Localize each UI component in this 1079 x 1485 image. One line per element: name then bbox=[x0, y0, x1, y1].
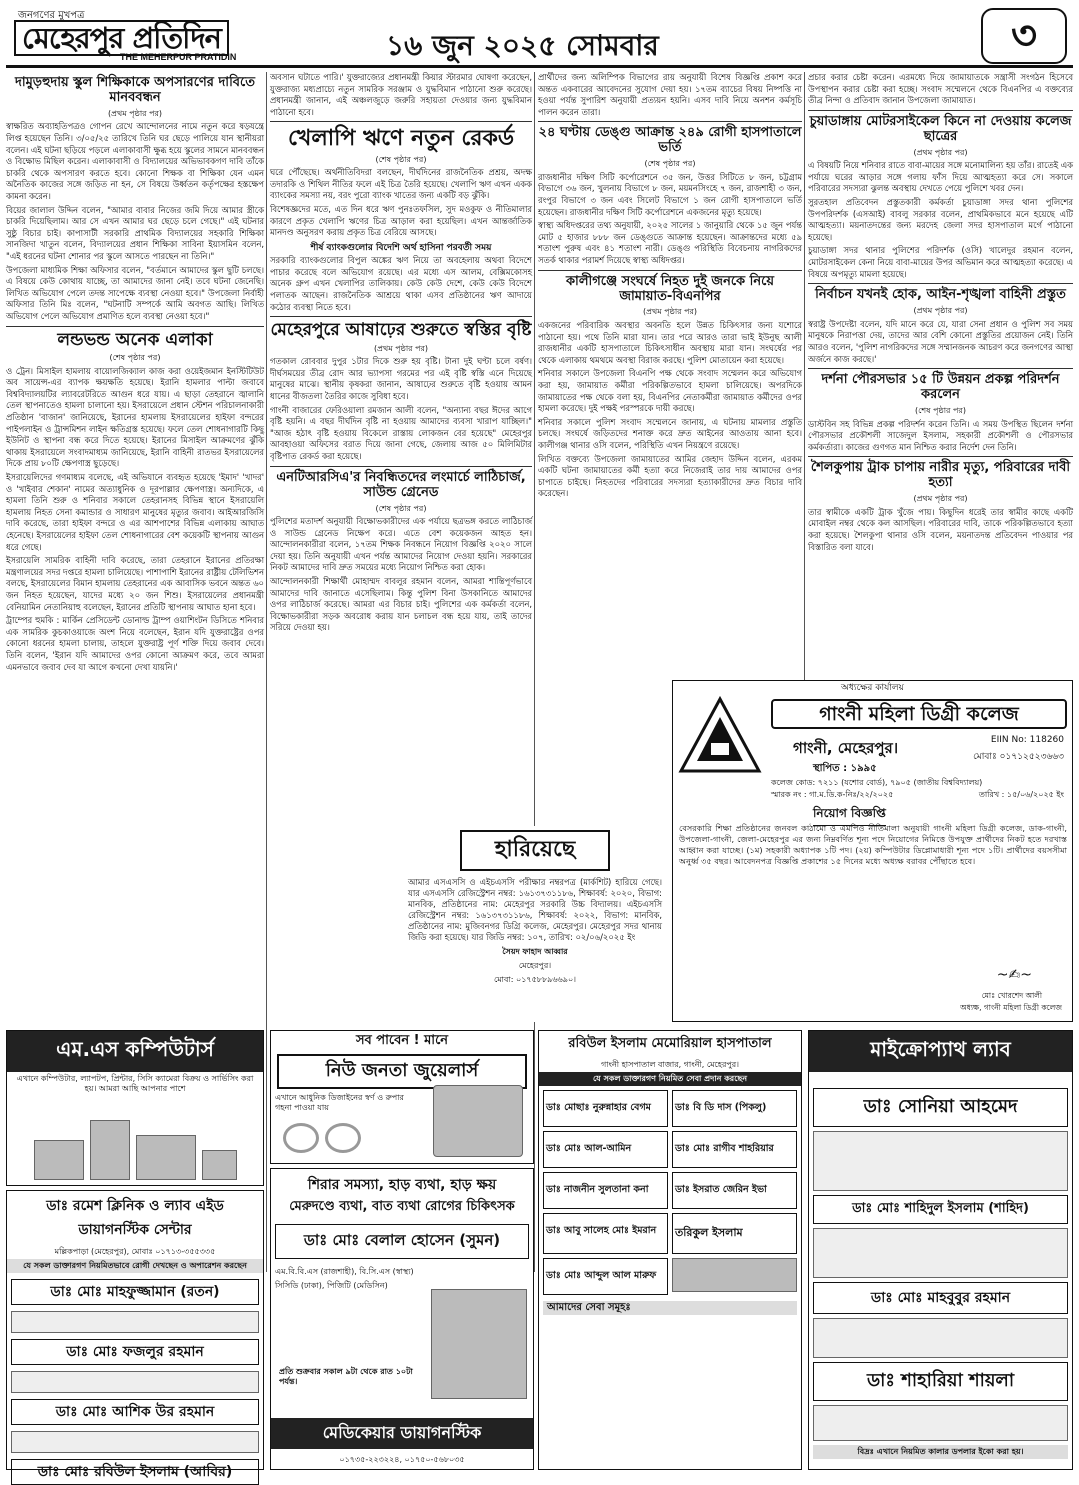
continuation-note: (শেষ পৃষ্ঠার পর) bbox=[375, 154, 427, 164]
continuation-note: (প্রথম পৃষ্ঠার পর) bbox=[913, 147, 968, 157]
masthead-name-en: THE MEHERPUR PRATIDIN bbox=[120, 52, 237, 62]
masthead-slogan: জনগণের মুখপত্র bbox=[18, 10, 85, 21]
computer-products-icon bbox=[25, 1100, 245, 1180]
college-recruitment-ad bbox=[672, 680, 1073, 1022]
lost-notice-place: মেহেরপুর। bbox=[518, 961, 552, 970]
article-paragraph: রাজধানীর দক্ষিণ সিটি কর্পোরেশনে ৩৫ জন, উত্তর সিটিতে ৮ জন, চট্টগ্রাম বিভাগে ৩৬ জন, খুলনায় বিভাগে ৮ জন, ময়মনসিংহে ৭ জন, রাজশাহী ৩ জন, রংপুর বিভাগে ৩ জন এবং সিলেট বিভাগে ১ জন রোগী হাসপাতালে ভর্তি হয়েছেন। রাজধানীর দক্ষিণ সিটি কর্পোরেশনে একজনের মৃত্যু হয়েছে। bbox=[538, 171, 802, 217]
ramesh-clinic-ad bbox=[6, 1190, 264, 1480]
bone-ad-subtitle: মেরুদণ্ডে ব্যথা, বাত ব্যথা রোগের চিকিৎসক bbox=[289, 1199, 515, 1214]
notice-text: বেসরকারি শিক্ষা প্রতিষ্ঠানের জনবল কাঠামো ও এমপিও নীতিমালা অনুযায়ী গাংনী মহিলা ডিগ্রী কলেজ, ডাক-গাংনী, উপজেলা-গাংনী, জেলা-মেহেরপুর এর জন্য নিম্নবর্ণিত শূন্য পদে নিয়োগের নিমিত্তে উপযুক্ত প্রার্থীদের নিকট হতে দরখাস্ত আহ্বান করা যাচ্ছে। (১ম) সহকারী অধ্যাপক ১টি পদ। (২য়) কম্পিউটার ডিপ্লোমাধারী শূন্য পদে ১টি। প্রার্থীদের বয়সসীমা অনুর্ধ্ব ৩৫ বছর। আবেদনপত্র বিজ্ঞপ্তি প্রকাশের ১৫ দিনের মধ্যে অধ্যক্ষ বরাবর পৌঁছাতে হবে। bbox=[679, 823, 1067, 866]
section-rule bbox=[538, 121, 802, 122]
doctor-name: ডাঃ নাজনীন সুলতানা কনা bbox=[543, 1172, 668, 1209]
bone-doctor-degree: এম.বি.বি.এস (রাজশাহী), বি.সি.এস (স্বাস্থ্য) bbox=[275, 1267, 414, 1276]
signatory-title: অধ্যক্ষ, গাংনী মহিলা ডিগ্রী কলেজ bbox=[960, 1003, 1062, 1012]
headline: খেলাপি ঋণে নতুন রেকর্ড bbox=[287, 126, 515, 152]
rabiul-hospital-line: যে সকল ডাক্তারগণ নিয়মিত সেবা প্রদান করছেন bbox=[539, 1072, 801, 1086]
lost-notice-name: সৈয়দ ফাহাদ আব্বার bbox=[502, 947, 568, 956]
article-paragraph: পুলিশের মতাদর্শ অনুযায়ী বিক্ষোভকারীদের এক পর্যায়ে ছত্রভঙ্গ করতে লাঠিচার্জ ও সাউন্ড গ্রেনেড নিক্ষেপ করে। এতে বেশ কয়েকজন আহত হন। আন্দোলনকারীরা বলেন, ১৭তম শিক্ষক নিবন্ধনে নিয়োগ বিজ্ঞপ্তি ২০২০ সালে দেয়া হয়। তিনি অনুযায়ী এখন পর্যন্ত আমাদের নিয়োগ দেওয়া হয়নি। সরকারের নিকট আমাদের দাবি দ্রুত সময়ের মধ্যে নিয়োগ নিশ্চিত করা হোক। bbox=[270, 516, 532, 573]
lost-notice-phone: মোবা: ০১৭৫৮৮৯৬৬৯০। bbox=[493, 975, 577, 984]
article-paragraph: তার স্বামীকে একটি ট্রাক খুঁজে পায়। কিছুদিন ধরেই তার স্বামীর কাছে একটি মোবাইল নম্বর থেকে কল আসছিল। পরিবারের দাবি, তাকে পরিকল্পিতভাবে হত্যা করা হয়েছে। শৈলকুপা থানার ওসি বলেন, ময়নাতদন্ত প্রতিবেদন পাওয়ার পর বিস্তারিত বলা যাবে। bbox=[808, 506, 1073, 552]
headline: চুয়াডাঙ্গায় মোটরসাইকেল কিনে না দেওয়ায় কলেজ ছাত্রের bbox=[809, 113, 1072, 144]
article-paragraph: শনিবার সকালে উপজেলা বিএনপি পক্ষ থেকে সংবাদ সম্মেলন করে অভিযোগ করা হয়, জামায়াত কর্মীরা পরিকল্পিতভাবে হামলা চালিয়েছে। অপরদিকে জামায়াতের পক্ষ থেকে বলা হয়, বিএনপির নেতাকর্মীরা জামায়াত কর্মীদের ওপর হামলা করেছে। দুই পক্ষই পরস্পরকে দায়ী করছে। bbox=[538, 368, 802, 414]
continuation-note: (শেষ পৃষ্ঠার পর) bbox=[109, 353, 161, 363]
rabiul-hospital-address: গাংনী হাসপাতাল বাজার, গাংনী, মেহেরপুর। bbox=[600, 1060, 740, 1069]
services-heading: আমাদের সেবা সমূহঃ bbox=[543, 1301, 797, 1315]
doctor-name: ডাঃ মোঃ মাহফুজ্জামান (রতন) bbox=[11, 1279, 259, 1305]
college-name: গাংনী মহিলা ডিগ্রী কলেজ bbox=[771, 699, 1067, 729]
college-established: স্থাপিত : ১৯৯৫ bbox=[813, 763, 877, 774]
article-paragraph: ইসরায়েলি সামরিক বাহিনী দাবি করেছে, তারা তেহরানে ইরানের প্রতিরক্ষা মন্ত্রণালয়ের সদর দপ্তরে হামলা চালিয়েছে। পাশাপাশি ইরানের রাষ্ট্রীয় টেলিভিশন বলছে, ইসরায়েলের বিমান হামলায় তেহরানের এক আবাসিক ভবনে অন্তত ৬০ জন নিহত হয়েছেন, যাদের মধ্যে ২০ জন শিশু। ইসরায়েলের প্রধানমন্ত্রী বেনিয়ামিন নেতানিয়াহু বলেছেন, ইরানের প্রতিটি স্থাপনায় আঘাত হানা হবে। bbox=[6, 555, 264, 612]
continuation-note: (শেষ পৃষ্ঠার পর) bbox=[375, 503, 427, 513]
article-paragraph: শনিবার সকালে পুলিশ সংবাদ সম্মেলনে জানায়, এ ঘটনায় মামলার প্রস্তুতি চলছে। সংঘর্ষে জড়িতদের শনাক্ত করে দ্রুত আইনের আওতায় আনা হবে। কালীগঞ্জ থানার ওসি বলেন, পরিস্থিতি এখন নিয়ন্ত্রণে রয়েছে। bbox=[538, 416, 802, 450]
doctor-name: ডাঃ মোছাঃ নুরুন্নাহার বেগম bbox=[543, 1090, 668, 1127]
ms-computers-title: এম.এস কম্পিউটার্স bbox=[7, 1031, 263, 1072]
column-divider bbox=[266, 72, 267, 1272]
subheading: শীর্ষ ব্যাংকগুলোর বিদেশি অর্থ হাসিনা পরবর্তী সময় bbox=[310, 242, 492, 253]
section-rule bbox=[808, 283, 1073, 284]
section-rule bbox=[808, 110, 1073, 111]
bone-ad-time: প্রতি শুক্রবার সকাল ৯টা থেকে রাত ১০টা পর্যন্ত। bbox=[279, 1367, 413, 1386]
continuation-note: (প্রথম পৃষ্ঠার পর) bbox=[913, 494, 968, 504]
article-paragraph: প্রার্থীদের জন্য অলিম্পিক বিভাগের রায় অনুযায়ী বিশেষ বিজ্ঞপ্তি প্রকাশ করে অন্তত একবারের আবেদনের সুযোগ দেয়া হয়। ১৭তম ব্যাচের বিষয় নিষ্পত্তি না হওয়া পর্যন্ত সুপারিশ অনুযায়ী প্রত্যয়ন হয়নি। এসব দাবি নিয়ে অনশন কর্মসূচি পালন করেন তারা। bbox=[538, 72, 802, 117]
medicare-phone: ০১৭৩৫-২২৩২২৪, ০১৭৫০-৫৬৮০৩৫ bbox=[339, 1455, 465, 1464]
headline: শৈলকুপায় ট্রাক চাপায় নারীর মৃত্যু, পরিবারের দাবী হত্যা bbox=[810, 460, 1071, 491]
article-paragraph: স্বাস্থ্য অধিদপ্তরের তথ্য অনুযায়ী, ২০২৫ সালের ১ জানুয়ারি থেকে ১৫ জুন পর্যন্ত মোট ৫ হাজার ৮৮৮ জন ডেঙ্গুতে আক্রান্ত হয়েছেন। আক্রান্তদের মধ্যে ৫৯ শতাংশ পুরুষ এবং ৪১ শতাংশ নারী। ডেঙ্গু পরিস্থিতি বিবেচনায় নাগরিকদের সতর্ক থাকার পরামর্শ দিয়েছে স্বাস্থ্য অধিদপ্তর। bbox=[538, 220, 802, 265]
college-logo-icon bbox=[677, 695, 763, 775]
article-paragraph: সুরতহাল প্রতিবেদন প্রস্তুতকারী কর্মকর্তা চুয়াডাঙ্গা সদর থানা পুলিশের উপপরিদর্শক (এসআই) বাবলু সরকার বলেন, প্রাথমিকভাবে মনে হয়েছে এটি আত্মহত্যা। ময়নাতদন্তের জন্য মরদেহ জেলা সদর হাসপাতাল মর্গে পাঠানো হয়েছে। bbox=[808, 197, 1073, 242]
section-rule bbox=[808, 368, 1073, 369]
headline: নির্বাচন যখনই হোক, আইন-শৃঙ্খলা বাহিনী প্রস্তুত bbox=[815, 287, 1066, 303]
doctor-name: ডাঃ ইসরাত জেরিন ইভা bbox=[672, 1172, 797, 1209]
doctor-name: ডাঃ বি ডি দাস (পিকলু) bbox=[672, 1090, 797, 1127]
article-paragraph: এ বিষয়টি নিয়ে শনিবার রাতে বাবা-মায়ের সঙ্গে মনোমালিন্য হয় তাঁর। রাতেই এক পর্যায়ে ঘরের আড়ার সঙ্গে গলায় ফাঁস দিয়ে আত্মহত্যা করে সে। সকালে পরিবারের সদস্যরা ঝুলন্ত অবস্থায় দেখতে পেয়ে পুলিশে খবর দেন। bbox=[808, 160, 1073, 194]
section-rule bbox=[538, 270, 802, 271]
doctor-name: ডাঃ আবু সালেহ মোঃ ইমরান bbox=[543, 1213, 668, 1254]
doctor-name: ডাঃ শাহারিয়া শায়লা bbox=[813, 1362, 1068, 1401]
article-paragraph: সরকারি ব্যাংকগুলোর বিপুল অঙ্কের ঋণ নিয়ে তা অবহেলায় অথবা বিদেশে পাচার করেছে বলে অভিযোগ রয়েছে। এর মধ্যে এস আলম, বেক্সিমকোসহ অনেক গ্রুপ এখন খেলাপির তালিকায়। কেউ কেউ দেশে, কেউ কেউ বিদেশে পলাতক আছেন। রাজনৈতিক আশ্রয়ে থাকা এসব প্রতিষ্ঠানের ঋণ আদায়ে কঠোর ব্যবস্থা নিতে হবে। bbox=[270, 255, 532, 312]
medicare-diagnostic-name: মেডিকেয়ার ডায়াগনস্টিক bbox=[271, 1418, 533, 1449]
college-date: তারিখ : ১৫/০৬/২০২৫ ইং bbox=[978, 790, 1064, 799]
doctor-name: ডাঃ মোঃ ফজলুর রহমান bbox=[11, 1339, 259, 1365]
signature-icon: ~✍~ bbox=[996, 967, 1032, 983]
lost-notice bbox=[404, 826, 666, 1022]
section-rule bbox=[270, 466, 532, 467]
doctor-name: তরিকুল ইসলাম bbox=[672, 1213, 797, 1254]
headline: দর্শনা পৌরসভার ১৫ টি উন্নয়ন প্রকল্প পরিদর্শন করলেন bbox=[821, 372, 1060, 403]
article-paragraph: স্বরাষ্ট্র উপদেষ্টা বলেন, যদি মানে করে যে, যারা সেনা প্রধান ও পুলিশ সব সময় মানুষকে নিরাপত্তা দেয়, তাদের আর বেশি কোনো প্রস্তুতির প্রয়োজন নেই। তিনি আরও বলেন, 'পুলিশ নাগরিকদের সঙ্গে সম্মানজনক আচরণ করে জনগণের আস্থা অর্জনে কাজ করছে।' bbox=[808, 318, 1073, 364]
article-paragraph: ঘরে পৌঁছেছে। অর্থনীতিবিদরা বলছেন, দীর্ঘদিনের রাজনৈতিক প্রশ্রয়, অদক্ষ তদারকি ও শিথিল নীতির ফলে এই চিত্র তৈরি হয়েছে। খেলাপি ঋণ এখন একক ব্যাংকের সমস্যা নয়, বরং পুরো ব্যাংক খাতের জন্য একটি বড় ঝুঁকি। bbox=[270, 167, 532, 201]
headline: লন্ডভন্ড অনেক এলাকা bbox=[57, 329, 213, 350]
college-eiin: EIIN No: 118260 bbox=[990, 735, 1064, 745]
article-paragraph: একজনের পরিবারিক অবস্থার অবনতি হলে উন্নত চিকিৎসার জন্য যশোরে পাঠানো হয়। পথে তিনি মারা যান। তার পরে আরও তারা ভাই ইউনুছ আলী রাজধানীর একটি হাসপাতালে চিকিৎসাধীন অবস্থায় মারা যান। সংঘর্ষের পর থেকে এলাকায় থমথমে অবস্থা বিরাজ করছে। পুলিশ মোতায়েন করা হয়েছে। bbox=[538, 320, 802, 365]
headline: ২৪ ঘণ্টায় ডেঙ্গু আক্রান্ত ২৪৯ রোগী হাসপাতালে ভর্তি bbox=[538, 125, 802, 156]
doctor-photo-icon bbox=[431, 1289, 527, 1399]
bone-doctor-degree-2: সিসিডি (ঢাকা), পিজিটি (মেডিসিন) bbox=[275, 1281, 388, 1290]
jewellery-icon bbox=[283, 1123, 413, 1157]
college-place: গাংনী, মেহেরপুর। bbox=[793, 739, 899, 757]
college-memo: স্মারক নং : গা.ম.ডি.ক-নিঃ/২২/২০২৫ bbox=[771, 790, 894, 799]
headline: কালীগঞ্জে সংঘর্ষে নিহত দুই জনকে নিয়ে জামায়াত-বিএনপির bbox=[565, 273, 775, 304]
ms-computers-ad bbox=[6, 1030, 264, 1186]
ms-computers-text: এখানে কম্পিউটার, ল্যাপটপ, প্রিন্টার, সিসি ক্যামেরা বিক্রয় ও সার্ভিসিং করা হয়। আমরা আছি আপনার পাশে bbox=[16, 1074, 254, 1093]
column-1 bbox=[6, 72, 264, 1032]
continuation-note: (প্রথম পৃষ্ঠার পর) bbox=[373, 343, 429, 353]
doctor-name: ডাঃ মোঃ আল-আমিন bbox=[543, 1131, 668, 1168]
bone-doctor-ad bbox=[270, 1168, 534, 1470]
jewellers-title: নিউ জনতা জুয়েলার্স bbox=[277, 1054, 527, 1089]
rabiul-hospital-ad bbox=[538, 1030, 802, 1470]
article-paragraph: ডাস্টবিন সহ বিভিন্ন প্রকল্প পরিদর্শন করেন তিনি। এ সময় উপস্থিত ছিলেন দর্শনা পৌরসভার প্রকৌশলী সাজেদুল ইসলাম, সহকারী প্রকৌশলী ও পৌরসভার কর্মকর্তারা। কাজের গুণগত মান নিশ্চিত করার নির্দেশ দেন তিনি। bbox=[808, 418, 1073, 452]
jewellers-text: এখানে আধুনিক ডিজাইনের স্বর্ণ ও রুপার গহনা পাওয়া যায় bbox=[275, 1093, 404, 1112]
doctor-name: ডাঃ সোনিয়া আহমেদ bbox=[813, 1088, 1068, 1127]
micropath-lab-title: মাইক্রোপ্যাথ ল্যাব bbox=[809, 1031, 1072, 1072]
ramesh-clinic-address: মল্লিকপাড়া (মেহেরপুর), মোবাঃ ০১৭১৩-৩৫৫৩৩৫ bbox=[54, 1247, 216, 1256]
doctor-name: ডাঃ মোঃ রাগীব শাহরিয়ার bbox=[672, 1131, 797, 1168]
continuation-note: (শেষ পৃষ্ঠার পর) bbox=[915, 405, 966, 415]
column-3 bbox=[538, 72, 802, 672]
rabiul-hospital-title: রবিউল ইসলাম মেমোরিয়াল হাসপাতাল bbox=[568, 1036, 772, 1051]
article-paragraph: উপজেলা মাধ্যমিক শিক্ষা অফিসার বলেন, "বর্তমানে আমাদের স্কুল ছুটি চলছে। এ বিষয়ে কেউ কোথায় যাচ্ছে, তা আমাদের জানা নেই। তবে ঘটনা জেনেছি। লিখিত অভিযোগ পেলে তদন্ত সাপেক্ষে ব্যবস্থা নেওয়া হবে।" উপজেলা নির্বাহী অফিসার তিনি মিঃ বলেন, "ঘটনাটি সম্পর্কে আমি অবগত আছি। লিখিত অভিযোগ পেলে অভিযোগ প্রমাণিত হলে ব্যবস্থা নেওয়া হবে।" bbox=[6, 264, 264, 321]
continuation-note: (প্রথম পৃষ্ঠার পর) bbox=[107, 108, 163, 118]
article-paragraph: চুয়াডাঙ্গা সদর থানার পুলিশের পরিদর্শক (ওসি) খালেদুর রহমান বলেন, মোটরসাইকেল কেনা নিয়ে বাবা-মায়ের উপর অভিমান করে আত্মহত্যা করেছে। এ বিষয়ে অপমৃত্যু মামলা হয়েছে। bbox=[808, 245, 1073, 279]
doctor-list bbox=[539, 1086, 801, 1299]
college-office: অধ্যক্ষের কার্যালয় bbox=[841, 683, 904, 693]
article-paragraph: ও ট্রেন। মিসাইল হামলায় বায়োলজিক্যাল কাজ করা ওয়েইজমান ইনস্টিটিউট অব সায়েন্স-এর ব্যাপক ক্ষয়ক্ষতি হয়েছে। ইরানি হামলার পাল্টা জবাবে বিশ্ববিদ্যালয়টির ল্যাবরেটরিতে আগুন ধরে যায়। এ ছাড়া তেহরানে জ্বালানি তেল স্থাপনাতেও হামলা চালানো হয়। ইসরায়েলে প্রধান স্টেশন পরিচালনাকারী প্রতিষ্ঠান 'বাজান' জানিয়েছে, ইরানের হামলায় ইসরায়েলের হাইফা বন্দরের পাইপলাইন ও ট্রান্সমিশন লাইন ক্ষতিগ্রস্ত হয়েছে। ফলে তেল শোধনাগারটি কিছু ইউনিট ও স্থাপনা বন্ধ করে দিতে হয়েছে। ইরানের মিসাইল আক্রমণের ঝুঁকি থাকায় ইসরায়েলে সংবাদমাধ্যম জানিয়েছে, ইরানি বাহিনী রাতভর ইসরায়েলের দিকে প্রায় ৮০টি ক্ষেপণাস্ত্র ছুড়েছে। bbox=[6, 365, 264, 469]
micropath-lab-ad bbox=[808, 1030, 1073, 1470]
section-rule bbox=[808, 456, 1073, 457]
headline: এনটিআরসিএ'র নিবন্ধিতদের লংমার্চে লাঠিচার্জ, সাউন্ড গ্রেনেড bbox=[276, 469, 526, 500]
jewellers-ad bbox=[270, 1030, 534, 1164]
section-rule bbox=[270, 121, 532, 122]
article-paragraph: বিশেষজ্ঞদের মতে, এত দিন ধরে ঋণ পুনঃতফসিল, সুদ মওকুফ ও নীতিমালার কারণে প্রকৃত খেলাপি ঋণের চিত্র আড়াল করা হয়েছিল। এখন আন্তর্জাতিক মানদণ্ড অনুসরণ করায় প্রকৃত চিত্র বেরিয়ে আসছে। bbox=[270, 204, 532, 238]
section-rule bbox=[270, 316, 532, 317]
college-code: কলেজ কোড: ৭২১১ (যশোর বোর্ড), ৭৯০৫ (জাতীয় বিশ্ববিদ্যালয়) bbox=[771, 778, 983, 787]
doctor-name: ডাঃ মোঃ আশিক উর রহমান bbox=[11, 1399, 259, 1425]
ramesh-clinic-title: ডাঃ রমেশ ক্লিনিক ও ল্যাব এইড ডায়াগনস্টিক সেন্টার bbox=[46, 1198, 224, 1238]
article-paragraph: গাংনী বাজারের ফেরিওয়ালা রমজান আলী বলেন, "অন্যান্য বছর ঈদের আগে বৃষ্টি হয়নি। এ বছর দীর্ঘদিন বৃষ্টি না হওয়ায় আমাদের ব্যবসা খারাপ যাচ্ছিল।" "আজ হঠাৎ বৃষ্টি হওয়ায় বিকেলে রাস্তায় লোকজন বের হয়েছে" মেহেরপুর আবহাওয়া অফিসের বরাত দিয়ে জানা গেছে, জেলায় আজ ৫০ মিলিমিটার বৃষ্টিপাত রেকর্ড করা হয়েছে। bbox=[270, 404, 532, 462]
continuation-note: (শেষ পৃষ্ঠার পর) bbox=[644, 159, 696, 169]
article-paragraph: অবসান ঘটাতে পারি।' যুক্তরাজ্যের প্রধানমন্ত্রী কিয়ার স্টারমার ঘোষণা করেছেন, যুক্তরাজ্য মধ্যপ্রাচ্যে নতুন সামরিক সরঞ্জাম ও যুদ্ধবিমান পাঠানো শুরু করেছে। প্রধানমন্ত্রী জানান, এই অঞ্চলজুড়ে জরুরি সহায়তা দেওয়ার জন্য যুদ্ধবিমান পাঠানো হবে। bbox=[270, 72, 532, 117]
doctor-name: ডাঃ মোঃ রবিউল ইসলাম (আবির) bbox=[11, 1459, 259, 1485]
article-paragraph: প্রচার করার চেষ্টা করেন। এরমধ্যে দিয়ে জামায়াতকে সন্ত্রাসী সংগঠন হিসেবে উপস্থাপন করার চেষ্টা করা হচ্ছে। সংবাদ সম্মেলনে থেকে বিএনপির এ বক্তব্যের তীব্র নিন্দা ও প্রতিবাদ জানান উপজেলা জামায়াত। bbox=[808, 72, 1073, 106]
lost-notice-text: আমার এসএসসি ও এইচএসসি পরীক্ষার নম্বরপত্র (মার্কশিট) হারিয়ে গেছে। যার এসএসসি রেজিস্ট্রেশন নম্বর: ১৬১৩৭৩১১৮৬, শিক্ষাবর্ষ: ২০২০, বিভাগ: মানবিক, প্রতিষ্ঠানের নাম: মেহেরপুর সরকারি উচ্চ বিদ্যালয়। এইচএসসি রেজিস্ট্রেশন নম্বর: ১৬১৩৭৩১১৮৬, শিক্ষাবর্ষ: ২০২২, বিভাগ: মানবিক, প্রতিষ্ঠানের নাম: মুজিবনগর ডিগ্রি কলেজ, মেহেরপুর। মেহেরপুর সদর থানায় জিডি করা হয়েছে। যার জিডি নম্বর: ১০৭, তারিখ: ০২/০৬/২০২৫ ইং bbox=[408, 877, 662, 942]
newspaper-logo bbox=[10, 8, 272, 66]
headline: মেহেরপুরে আষাঢ়ের শুরুতে স্বস্তির বৃষ্টি bbox=[270, 320, 532, 341]
section-rule bbox=[6, 326, 264, 327]
lost-notice-title: হারিয়েছে bbox=[460, 830, 610, 871]
column-divider bbox=[534, 72, 535, 1272]
article-paragraph: গতকাল রোববার দুপুর ১টার দিকে শুরু হয় বৃষ্টি। টানা দুই ঘণ্টা চলে বর্ষণ। দীর্ঘসময়ের তীব্র রোদ আর ভ্যাপসা গরমের পর এই বৃষ্টি স্বস্তি এনে দিয়েছে মানুষের মাঝে। স্থানীয় কৃষকরা জানান, আষাঢ়ের শুরুতে বৃষ্টি হওয়ায় আমন ধানের বীজতলা তৈরির কাজে সুবিধা হবে। bbox=[270, 356, 532, 402]
masthead-name: মেহেরপুর প্রতিদিন bbox=[14, 20, 229, 56]
college-phone: মোবাঃ ০১৭১২৫২৩৬৬৩ bbox=[973, 752, 1064, 762]
article-paragraph: ইসরায়েলিদের গণমাধ্যম বলেছে, এই অভিযানে ব্যবহৃত হয়েছে 'ইমাদ' 'খাদর' ও 'খাইবার শেকান' নামের অত্যাধুনিক ও দূরপাল্লার ক্ষেপণাস্ত্র। অন্যদিকে, এ হামলা তিনি শুরু ও শনিবার সকালে তেহরানসহ বিভিন্ন স্থানে ইসরায়েলি হামলায় নিহত সেনা কমান্ডার ও সাধারণ মানুষের মৃত্যুর জবাব। আইআরজিসি দাবি করেছে, তারা হাইফা বন্দরে ও এর আশপাশের বিভিন্ন এলাকায় আঘাত হেনেছে। ইসরায়েলের হাইফা তেল শোধনাগারের বেশ কয়েকটি স্থাপনায় আগুন ধরে গেছে। bbox=[6, 472, 264, 552]
column-4 bbox=[808, 72, 1073, 672]
ramesh-clinic-line: যে সকল ডাক্তারগণ নিয়মিতভাবে রোগী দেখছেন ও অপারেশন করছেন bbox=[7, 1259, 263, 1273]
masthead bbox=[6, 6, 1073, 68]
doctor-name: ডাঃ মোঃ মাহবুবুর রহমান bbox=[813, 1282, 1068, 1314]
ambulance-icon bbox=[672, 1258, 797, 1292]
signatory-name: মোঃ খোরশেদ আলী bbox=[981, 991, 1042, 1000]
masthead-date: ১৬ জুন ২০২৫ সোমবার bbox=[386, 29, 659, 62]
article-paragraph: লিখিত বক্তব্যে উপজেলা জামায়াতের আমির জেহাদ উদ্দিন বলেন, এরকম একটি ঘটনা জামায়াতের কর্মী হত্যা করে নিজেরাই তার দায় আমাদের ওপর চাপাতে চাইছে। নিহতদের পরিবারের সদস্যরা হত্যাকারীদের দ্রুত বিচার দাবি করেছেন। bbox=[538, 453, 802, 499]
owner-photo-icon bbox=[433, 1085, 523, 1157]
article-paragraph: আন্দোলনকারী শিক্ষার্থী মোহাম্মদ বাবলুর রহমান বলেন, আমরা শান্তিপূর্ণভাবে আমাদের দাবি জানাতে এসেছিলাম। কিন্তু পুলিশ বিনা উসকানিতে আমাদের ওপর লাঠিচার্জ করেছে। আমরা এর বিচার চাই। পুলিশের এক কর্মকর্তা বলেন, বিক্ষোভকারীরা সড়ক অবরোধ করায় যান চলাচল বন্ধ হয়ে যায়, তাই তাদের সরিয়ে দেওয়া হয়। bbox=[270, 576, 532, 633]
article-paragraph: বিয়ের জালাল উদ্দিন বলেন, "আমার বাবার নিজের জমি দিয়ে আমার স্ত্রীকে চাকরি দিয়েছিলাম। আর সে এখন আমার ঘর ছেড়ে চলে গেছে।" এই ঘটনার সুষ্ঠু বিচার চাই। কাপাসাটী সরকারি প্রাথমিক বিদ্যালয়ের সহকারি শিক্ষিকা সানজিদা খাতুন বলেন, বিদ্যালয়ের প্রধান শিক্ষিকা সাবিনা ইয়াসমিন বলেন, "এই ধরনের ঘটনা শোনার পর স্কুলে আসতে পারছেন না তিনি।" bbox=[6, 204, 264, 261]
micropath-footer: বিদ্রঃ এখানে নিয়মিত কালার ডপলার ইকো করা হয়। bbox=[813, 1445, 1068, 1459]
doctor-name: ডাঃ মোঃ শাহিদুল ইসলাম (শাহিদ) bbox=[813, 1195, 1068, 1224]
column-divider bbox=[804, 72, 805, 682]
continuation-note: (প্রথম পৃষ্ঠার পর) bbox=[913, 306, 968, 316]
headline: দামুড়হুদায় স্কুল শিক্ষিকাকে অপসারণের দাবিতে মানববন্ধন bbox=[14, 75, 256, 105]
continuation-note: (প্রথম পৃষ্ঠার পর) bbox=[642, 307, 698, 317]
bone-ad-title: শিরার সমস্যা, হাড় ব্যথা, হাড় ক্ষয় bbox=[307, 1177, 497, 1193]
jewellers-tagline: সব পাবেন ! মানে bbox=[355, 1033, 449, 1048]
doctor-name: ডাঃ মোঃ আব্দুল আল মারুফ bbox=[543, 1258, 668, 1295]
page-number: ৩ bbox=[981, 8, 1067, 64]
article-paragraph: স্বাক্ষরিত অব্যাহতিপত্রও গোপন রেখে আন্দোলনের নামে নতুন করে ষড়যন্ত্রে লিপ্ত হয়েছেন তিনি। ৩/০৫/২৫ তারিখে তিনি ঘর ছেড়ে পালিয়ে যান স্থানীয়রা বলেন। এই ঘটনা ছড়িয়ে পড়লে এলাকাবাসী ক্ষুব্ধ হয়ে স্কুলের সামনে মানববন্ধন ও বিক্ষোভ মিছিল করেন। এলাকাবাসী ও বিদ্যালয়ের অভিভাবকগণ দাবি তাঁকে চাকরি থেকে অপসারণ করতে হবে। কোনো শিক্ষক বা শিক্ষিকা যেন এমন অনৈতিক কাজের সঙ্গে জড়িত না হন, সে বিষয়ে উর্ধ্বতন কর্তৃপক্ষের হস্তক্ষেপ কামনা করেন। bbox=[6, 121, 264, 202]
bone-doctor-name: ডাঃ মোঃ বেলাল হোসেন (সুমন) bbox=[275, 1224, 529, 1259]
article-paragraph: ট্রাম্পের হুমকি : মার্কিন প্রেসিডেন্ট ডোনাল্ড ট্রাম্প ওয়াশিংটন ডিসিতে শনিবার এক সামরিক কুচকাওয়াজে অংশ নিয়ে বলেছেন, ইরান যদি যুক্তরাষ্ট্রের ওপর কোনো ধরনের হামলা চালায়, তাহলে যুক্তরাষ্ট্র পূর্ণ শক্তি দিয়ে জবাব দেবে। তিনি বলেন, 'ইরান যদি আমাদের ওপর কোনো আক্রমণ করে, তবে আমরা এমনভাবে জবাব দেব যা আগে কখনো দেখা যায়নি।' bbox=[6, 615, 264, 672]
notice-title: নিয়োগ বিজ্ঞপ্তি bbox=[813, 805, 886, 826]
